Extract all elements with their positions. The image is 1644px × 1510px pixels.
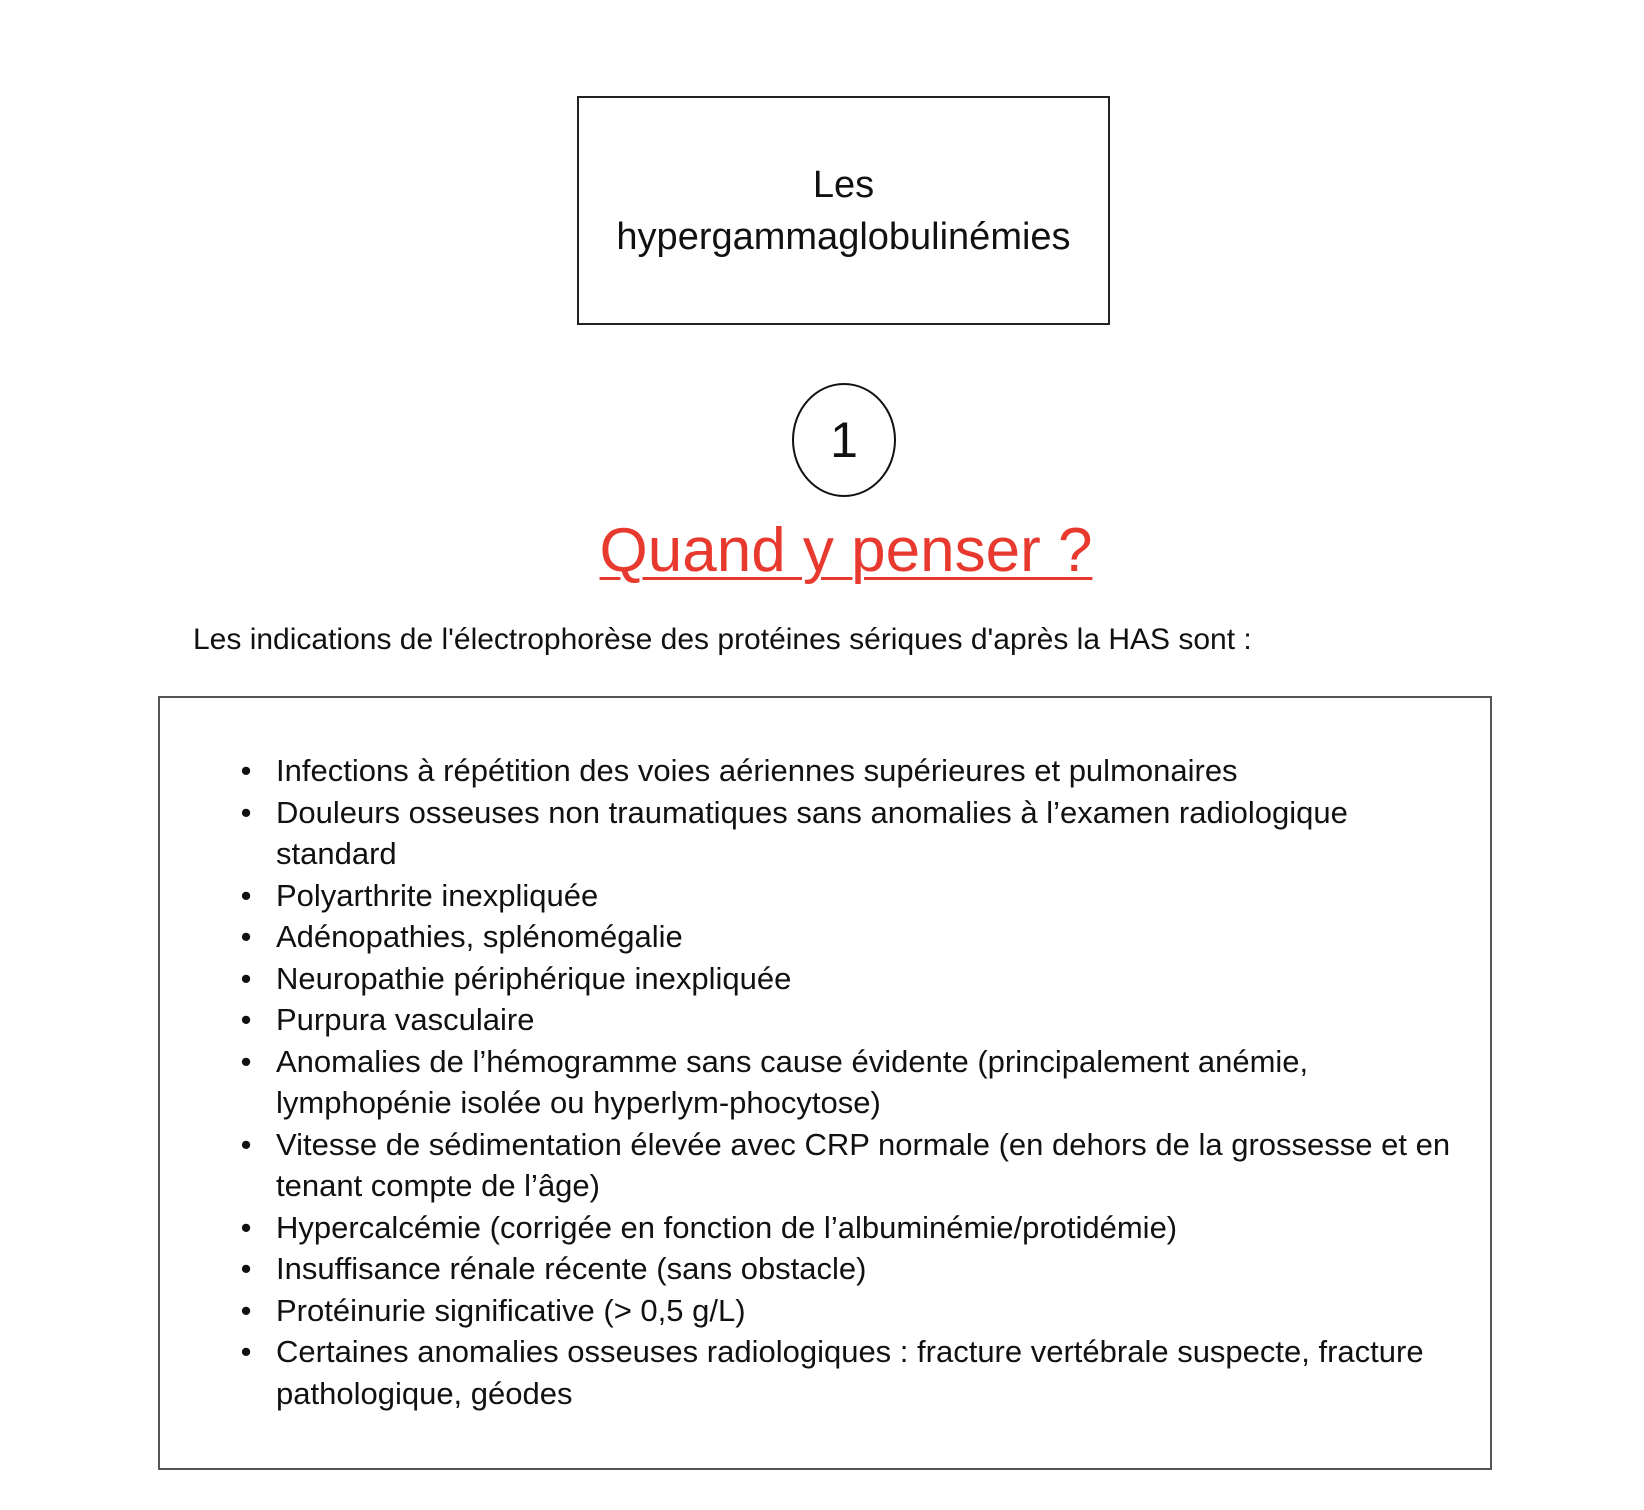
title-line-1: Les (812, 163, 875, 206)
list-item (240, 1207, 1476, 1249)
list-item (240, 916, 1476, 958)
section-heading: Quand y penser ? (599, 516, 1093, 585)
bullet-icon: • (240, 1002, 252, 1037)
list-item (240, 792, 1476, 875)
list-item (240, 1290, 1476, 1332)
list-item-text: Purpura vasculaire (276, 1002, 535, 1037)
bullet-icon: • (240, 1292, 252, 1328)
step-number: 1 (830, 412, 858, 468)
list-item-text: Adénopathies, splénomégalie (276, 919, 683, 954)
title-text (616, 159, 1070, 263)
bullet-icon: • (240, 794, 252, 830)
title-line-2: hypergammaglobulinémies (616, 215, 1071, 258)
list-item (240, 999, 1476, 1041)
bullet-icon: • (240, 877, 252, 913)
step-number-circle (792, 383, 896, 497)
list-item-text: Polyarthrite inexpliquée (276, 877, 599, 913)
bullet-icon: • (240, 1251, 252, 1286)
list-item-text: Infections à répétition des voies aériennes supérieures et pulmonaires (276, 753, 1238, 788)
bullet-icon: • (240, 753, 252, 788)
list-item (240, 1124, 1476, 1207)
list-item-text: Insuffisance rénale récente (sans obstacle) (276, 1251, 867, 1286)
bullet-icon: • (240, 919, 252, 954)
bullet-icon: • (240, 1334, 252, 1369)
list-item-text: Hypercalcémie (corrigée en fonction de l’albuminémie/protidémie) (276, 1209, 1178, 1245)
list-item (240, 1331, 1476, 1414)
list-item-text: Douleurs osseuses non traumatiques sans anomalies à l’examen radiologique standard (276, 794, 1348, 871)
intro-text: Les indications de l'électrophorèse des protéines sériques d'après la HAS sont : (193, 623, 1252, 656)
list-item (240, 750, 1476, 792)
list-item (240, 1041, 1476, 1124)
list-item (240, 1248, 1476, 1290)
list-item (240, 875, 1476, 917)
bullet-icon: • (240, 1043, 252, 1079)
bullet-icon: • (240, 960, 252, 996)
bullet-icon: • (240, 1209, 252, 1245)
list-item-text: Neuropathie périphérique inexpliquée (276, 960, 792, 996)
indications-box (158, 696, 1492, 1470)
list-item (240, 958, 1476, 1000)
list-item-text: Anomalies de l’hémogramme sans cause évidente (principalement anémie, lymphopénie isolée ou hyperlym-phocytose) (276, 1043, 1309, 1120)
bullet-icon: • (240, 1126, 252, 1162)
list-item-text: Certaines anomalies osseuses radiologiques : fracture vertébrale suspecte, fracture pathologique, géodes (276, 1334, 1424, 1411)
indications-list (240, 750, 1476, 1414)
title-box (577, 96, 1110, 325)
list-item-text: Vitesse de sédimentation élevée avec CRP normale (en dehors de la grossesse et en tenant compte de l’âge) (276, 1126, 1451, 1203)
list-item-text: Protéinurie significative (˃ 0,5 g/L) (276, 1292, 746, 1328)
